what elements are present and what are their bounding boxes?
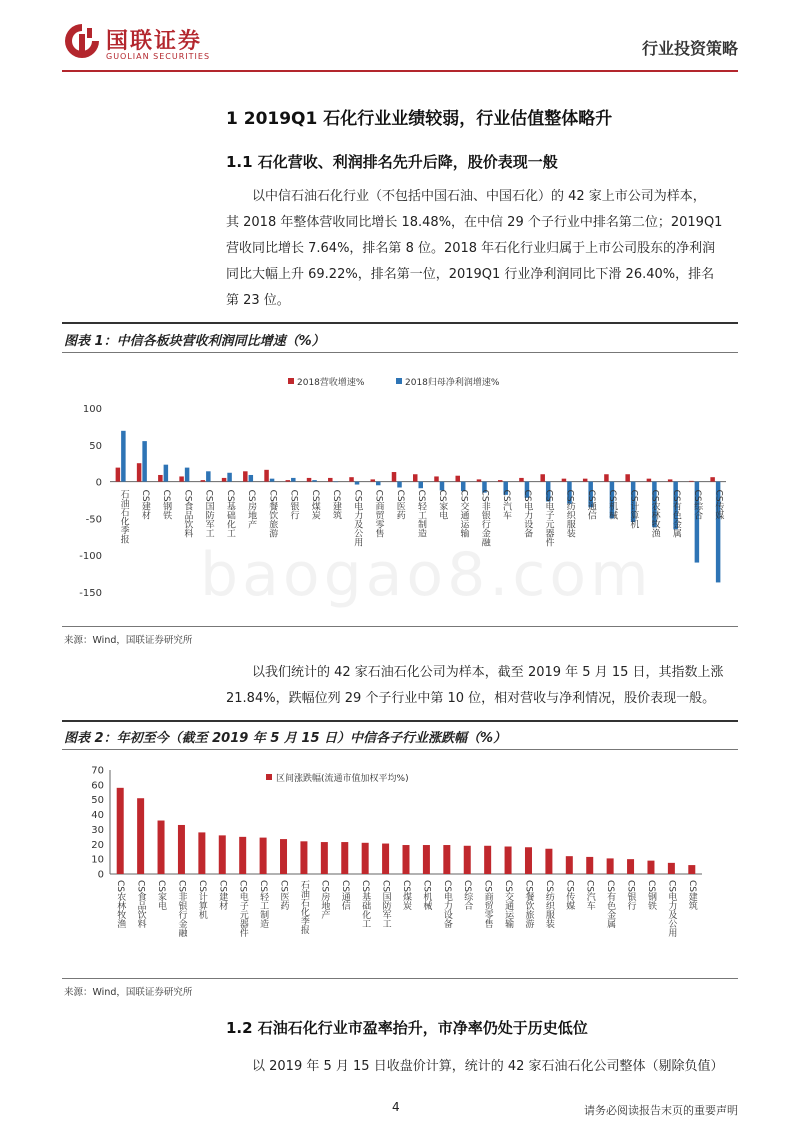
x-tick-label: CS建材 — [217, 880, 228, 910]
x-tick-label: CS通信 — [585, 489, 596, 520]
bar-profit — [334, 482, 339, 483]
x-tick-label: CS煤炭 — [401, 880, 411, 910]
x-tick-label: CS房地产 — [246, 489, 257, 529]
bar-ytd-return — [137, 798, 144, 874]
watermark: baogao8.com — [200, 540, 653, 610]
bar-ytd-return — [484, 846, 491, 874]
x-tick-label: CS电力及公用 — [666, 880, 677, 937]
bar-revenue — [222, 478, 227, 482]
figure-rule — [62, 352, 738, 353]
x-tick-label: CS家电 — [156, 880, 167, 910]
legend-label: 2018营收增速% — [297, 378, 365, 388]
bar-revenue — [562, 479, 567, 482]
x-tick-label: CS银行 — [625, 880, 636, 910]
bar-ytd-return — [117, 788, 124, 874]
bar-revenue — [413, 474, 418, 481]
x-tick-label: CS医药 — [394, 489, 405, 520]
bar-ytd-return — [423, 845, 430, 874]
bar-ytd-return — [688, 865, 695, 874]
bar-ytd-return — [443, 845, 450, 874]
x-tick-label: CS医药 — [278, 880, 289, 910]
bar-revenue — [583, 479, 588, 482]
bar-ytd-return — [341, 842, 348, 874]
bar-revenue — [477, 479, 482, 481]
bar-revenue — [540, 474, 545, 481]
logo-chinese-name: 国联证券 — [106, 29, 203, 54]
legend-swatch — [266, 774, 272, 780]
bar-profit — [419, 482, 424, 489]
disclaimer-note: 请务必阅读报告末页的重要声明 — [584, 1104, 738, 1117]
paragraph-line: 其 2018 年整体营收同比增长 18.48%，在中信 29 个子行业中排名第二位；2019Q1 — [226, 215, 723, 230]
x-tick-label: CS交通运输 — [458, 489, 469, 538]
bar-profit — [121, 431, 126, 482]
bar-revenue — [158, 475, 163, 482]
paragraph-line: 第 23 位。 — [226, 293, 290, 308]
x-tick-label: CS通信 — [339, 880, 350, 910]
bar-ytd-return — [382, 844, 389, 874]
y-tick-label: 0 — [97, 869, 104, 881]
paragraph-line: 21.84%，跌幅位列 29 个子行业中第 10 位，相对营收与净利情况，股价表现一般。 — [226, 691, 716, 706]
bar-profit — [397, 482, 402, 488]
bar-profit — [249, 475, 254, 482]
legend-label: 2018归母净利润增速% — [405, 378, 500, 388]
paragraph-stock-performance — [226, 660, 746, 712]
bar-revenue — [116, 468, 121, 482]
y-tick-label: -150 — [79, 588, 102, 599]
bar-revenue — [371, 479, 376, 481]
bar-revenue — [689, 481, 694, 482]
x-tick-label: CS有色金属 — [605, 880, 616, 928]
bar-profit — [227, 473, 232, 482]
bar-revenue — [137, 463, 142, 481]
x-tick-label: CS电子元器件 — [237, 880, 248, 937]
bar-ytd-return — [627, 859, 634, 874]
bar-profit — [185, 468, 190, 482]
bar-revenue — [328, 478, 333, 482]
bar-revenue — [710, 477, 715, 481]
legend-swatch — [396, 378, 402, 384]
y-tick-label: -50 — [85, 514, 102, 526]
bar-revenue — [349, 477, 354, 481]
x-tick-label: CS商贸零售 — [482, 880, 493, 928]
x-tick-label: CS机械 — [421, 880, 432, 910]
x-tick-label: CS家电 — [437, 489, 448, 520]
y-tick-label: 100 — [82, 404, 102, 415]
subsection-heading-1-1: 1.1 石化营收、利润排名先升后降，股价表现一般 — [226, 153, 558, 171]
bar-ytd-return — [545, 849, 552, 874]
bar-ytd-return — [260, 838, 267, 874]
bar-profit — [291, 478, 296, 482]
x-tick-label: CS商贸零售 — [373, 489, 384, 538]
bar-revenue — [243, 471, 248, 481]
x-tick-label: CS机械 — [607, 489, 618, 520]
x-tick-label: CS钢铁 — [645, 880, 656, 910]
bar-revenue — [307, 478, 312, 482]
y-tick-label: 20 — [91, 839, 104, 851]
bar-ytd-return — [219, 835, 226, 874]
x-tick-label: CS综合 — [692, 489, 703, 520]
bar-ytd-return — [566, 856, 573, 874]
x-tick-label: CS非银行金融 — [479, 489, 490, 547]
y-tick-label: 50 — [89, 440, 102, 452]
logo-english-name: GUOLIAN SECURITIES — [106, 52, 211, 61]
x-tick-label: CS建筑 — [331, 489, 342, 520]
bar-ytd-return — [321, 842, 328, 874]
x-tick-label: 石油石化季报 — [118, 489, 129, 544]
x-tick-label: CS建材 — [139, 489, 150, 520]
guolian-logo-icon — [62, 22, 102, 60]
figure-2-title: 图表 2：年初至今（截至 2019 年 5 月 15 日）中信各子行业涨跌幅（%） — [64, 731, 507, 746]
bar-revenue — [201, 480, 206, 481]
bar-profit — [376, 482, 381, 486]
bar-ytd-return — [280, 839, 287, 874]
x-tick-label: CS餐饮旅游 — [523, 880, 534, 928]
figure-rule — [62, 626, 738, 627]
paragraph-line: 以中信石油石化行业（不包括中国石油、中国石化）的 42 家上市公司为样本， — [252, 189, 706, 204]
x-tick-label: CS纺织服装 — [543, 880, 554, 928]
paragraph-line: 以我们统计的 42 家石油石化公司为样本，截至 2019 年 5 月 15 日，其指数上涨 — [252, 665, 724, 680]
report-type: 行业投资策略 — [641, 39, 738, 58]
y-tick-label: 50 — [91, 795, 104, 807]
x-tick-label: CS汽车 — [584, 880, 595, 910]
x-tick-label: CS钢铁 — [161, 489, 172, 520]
bar-profit — [312, 480, 317, 481]
y-tick-label: -100 — [79, 551, 102, 563]
bar-ytd-return — [525, 847, 532, 874]
x-tick-label: CS计算机 — [196, 880, 207, 919]
x-tick-label: CS基础化工 — [360, 880, 371, 928]
bar-ytd-return — [178, 825, 185, 874]
x-tick-label: CS国防军工 — [203, 489, 214, 538]
bar-revenue — [286, 480, 291, 481]
x-tick-label: CS农林牧渔 — [649, 489, 660, 538]
bar-ytd-return — [198, 832, 205, 874]
section-heading: 1 2019Q1 石化行业业绩较弱，行业估值整体略升 — [226, 109, 613, 129]
x-tick-label: CS汽车 — [500, 489, 511, 520]
figure-rule — [62, 720, 738, 722]
y-tick-label: 0 — [95, 477, 102, 489]
x-tick-label: CS国防军工 — [380, 880, 391, 928]
bar-profit — [142, 441, 147, 481]
x-tick-label: CS轻工制造 — [416, 489, 426, 538]
bar-profit — [355, 482, 360, 485]
bar-revenue — [625, 474, 630, 481]
legend-label: 区间涨跌幅(流通市值加权平均%) — [276, 774, 409, 784]
x-tick-label: CS电力设备 — [522, 489, 533, 538]
x-tick-label: CS电力及公用 — [352, 489, 363, 547]
x-tick-label: CS传媒 — [713, 489, 724, 520]
bar-ytd-return — [668, 863, 675, 874]
bar-ytd-return — [586, 857, 593, 874]
bar-revenue — [604, 474, 609, 481]
bar-revenue — [647, 479, 652, 482]
x-tick-label: CS房地产 — [319, 880, 330, 919]
y-tick-label: 60 — [91, 780, 104, 792]
header-divider — [62, 70, 738, 72]
figure-2-source: 来源：Wind，国联证券研究所 — [64, 987, 193, 998]
x-tick-label: CS计算机 — [628, 489, 639, 529]
bar-revenue — [434, 476, 439, 481]
bar-profit — [164, 465, 169, 482]
x-tick-label: CS有色金属 — [670, 489, 681, 538]
figure-1-title: 图表 1：中信各板块营收利润同比增速（%） — [64, 334, 325, 349]
y-tick-label: 40 — [91, 810, 104, 822]
x-tick-label: CS非银行金融 — [176, 880, 187, 937]
x-tick-label: CS食品饮料 — [182, 489, 193, 538]
x-tick-label: CS银行 — [288, 489, 299, 520]
paragraph-revenue-profit — [226, 184, 746, 314]
y-tick-label: 10 — [91, 854, 104, 866]
bar-profit — [206, 471, 211, 481]
x-tick-label: CS煤炭 — [309, 489, 320, 520]
bar-ytd-return — [300, 841, 307, 874]
bar-revenue — [498, 480, 503, 481]
bar-revenue — [264, 470, 269, 482]
legend-swatch — [288, 378, 294, 384]
figure-1-source: 来源：Wind，国联证券研究所 — [64, 635, 193, 646]
paragraph-line: 同比大幅上升 69.22%，排名第一位，2019Q1 行业净利润同比下滑 26.40%，排名 — [226, 267, 715, 282]
chart-ytd-return — [62, 758, 738, 976]
bar-ytd-return — [607, 858, 614, 874]
paragraph-line: 营收同比增长 7.64%，排名第 8 位。2018 年石化行业归属于上市公司股东的净利润 — [226, 241, 716, 256]
bar-ytd-return — [647, 861, 654, 874]
x-tick-label: CS交通运输 — [503, 880, 514, 928]
x-tick-label: CS建筑 — [686, 880, 697, 910]
x-tick-label: CS基础化工 — [224, 489, 235, 538]
bar-revenue — [392, 472, 397, 482]
bar-ytd-return — [158, 821, 165, 874]
y-tick-label: 70 — [91, 765, 104, 777]
bar-revenue — [519, 478, 524, 482]
x-tick-label: CS电力设备 — [441, 880, 452, 928]
bar-ytd-return — [464, 846, 471, 874]
bar-revenue — [179, 476, 184, 481]
x-tick-label: CS传媒 — [564, 880, 575, 910]
bar-ytd-return — [403, 845, 410, 874]
figure-rule — [62, 978, 738, 979]
x-tick-label: CS电子元器件 — [543, 489, 554, 547]
y-tick-label: 30 — [91, 824, 104, 836]
figure-rule — [62, 322, 738, 324]
x-tick-label: 石油石化季报 — [298, 880, 309, 934]
bar-revenue — [455, 476, 460, 482]
subsection-heading-1-2: 1.2 石油石化行业市盈率抬升，市净率仍处于历史低位 — [226, 1019, 588, 1037]
bar-profit — [270, 479, 275, 482]
x-tick-label: CS农林牧渔 — [115, 880, 126, 928]
paragraph-valuation: 以 2019 年 5 月 15 日收盘价计算，统计的 42 家石油石化公司整体（剔除负值） — [252, 1059, 724, 1074]
x-tick-label: CS纺织服装 — [564, 489, 575, 538]
x-tick-label: CS综合 — [462, 880, 473, 910]
figure-rule — [62, 749, 738, 750]
bar-ytd-return — [505, 847, 512, 874]
bar-ytd-return — [362, 843, 369, 874]
bar-revenue — [668, 479, 673, 481]
page-number: 4 — [392, 1100, 400, 1114]
x-tick-label: CS餐饮旅游 — [267, 489, 278, 538]
bar-ytd-return — [239, 837, 246, 874]
x-tick-label: CS轻工制造 — [258, 880, 269, 928]
x-tick-label: CS食品饮料 — [135, 880, 146, 928]
